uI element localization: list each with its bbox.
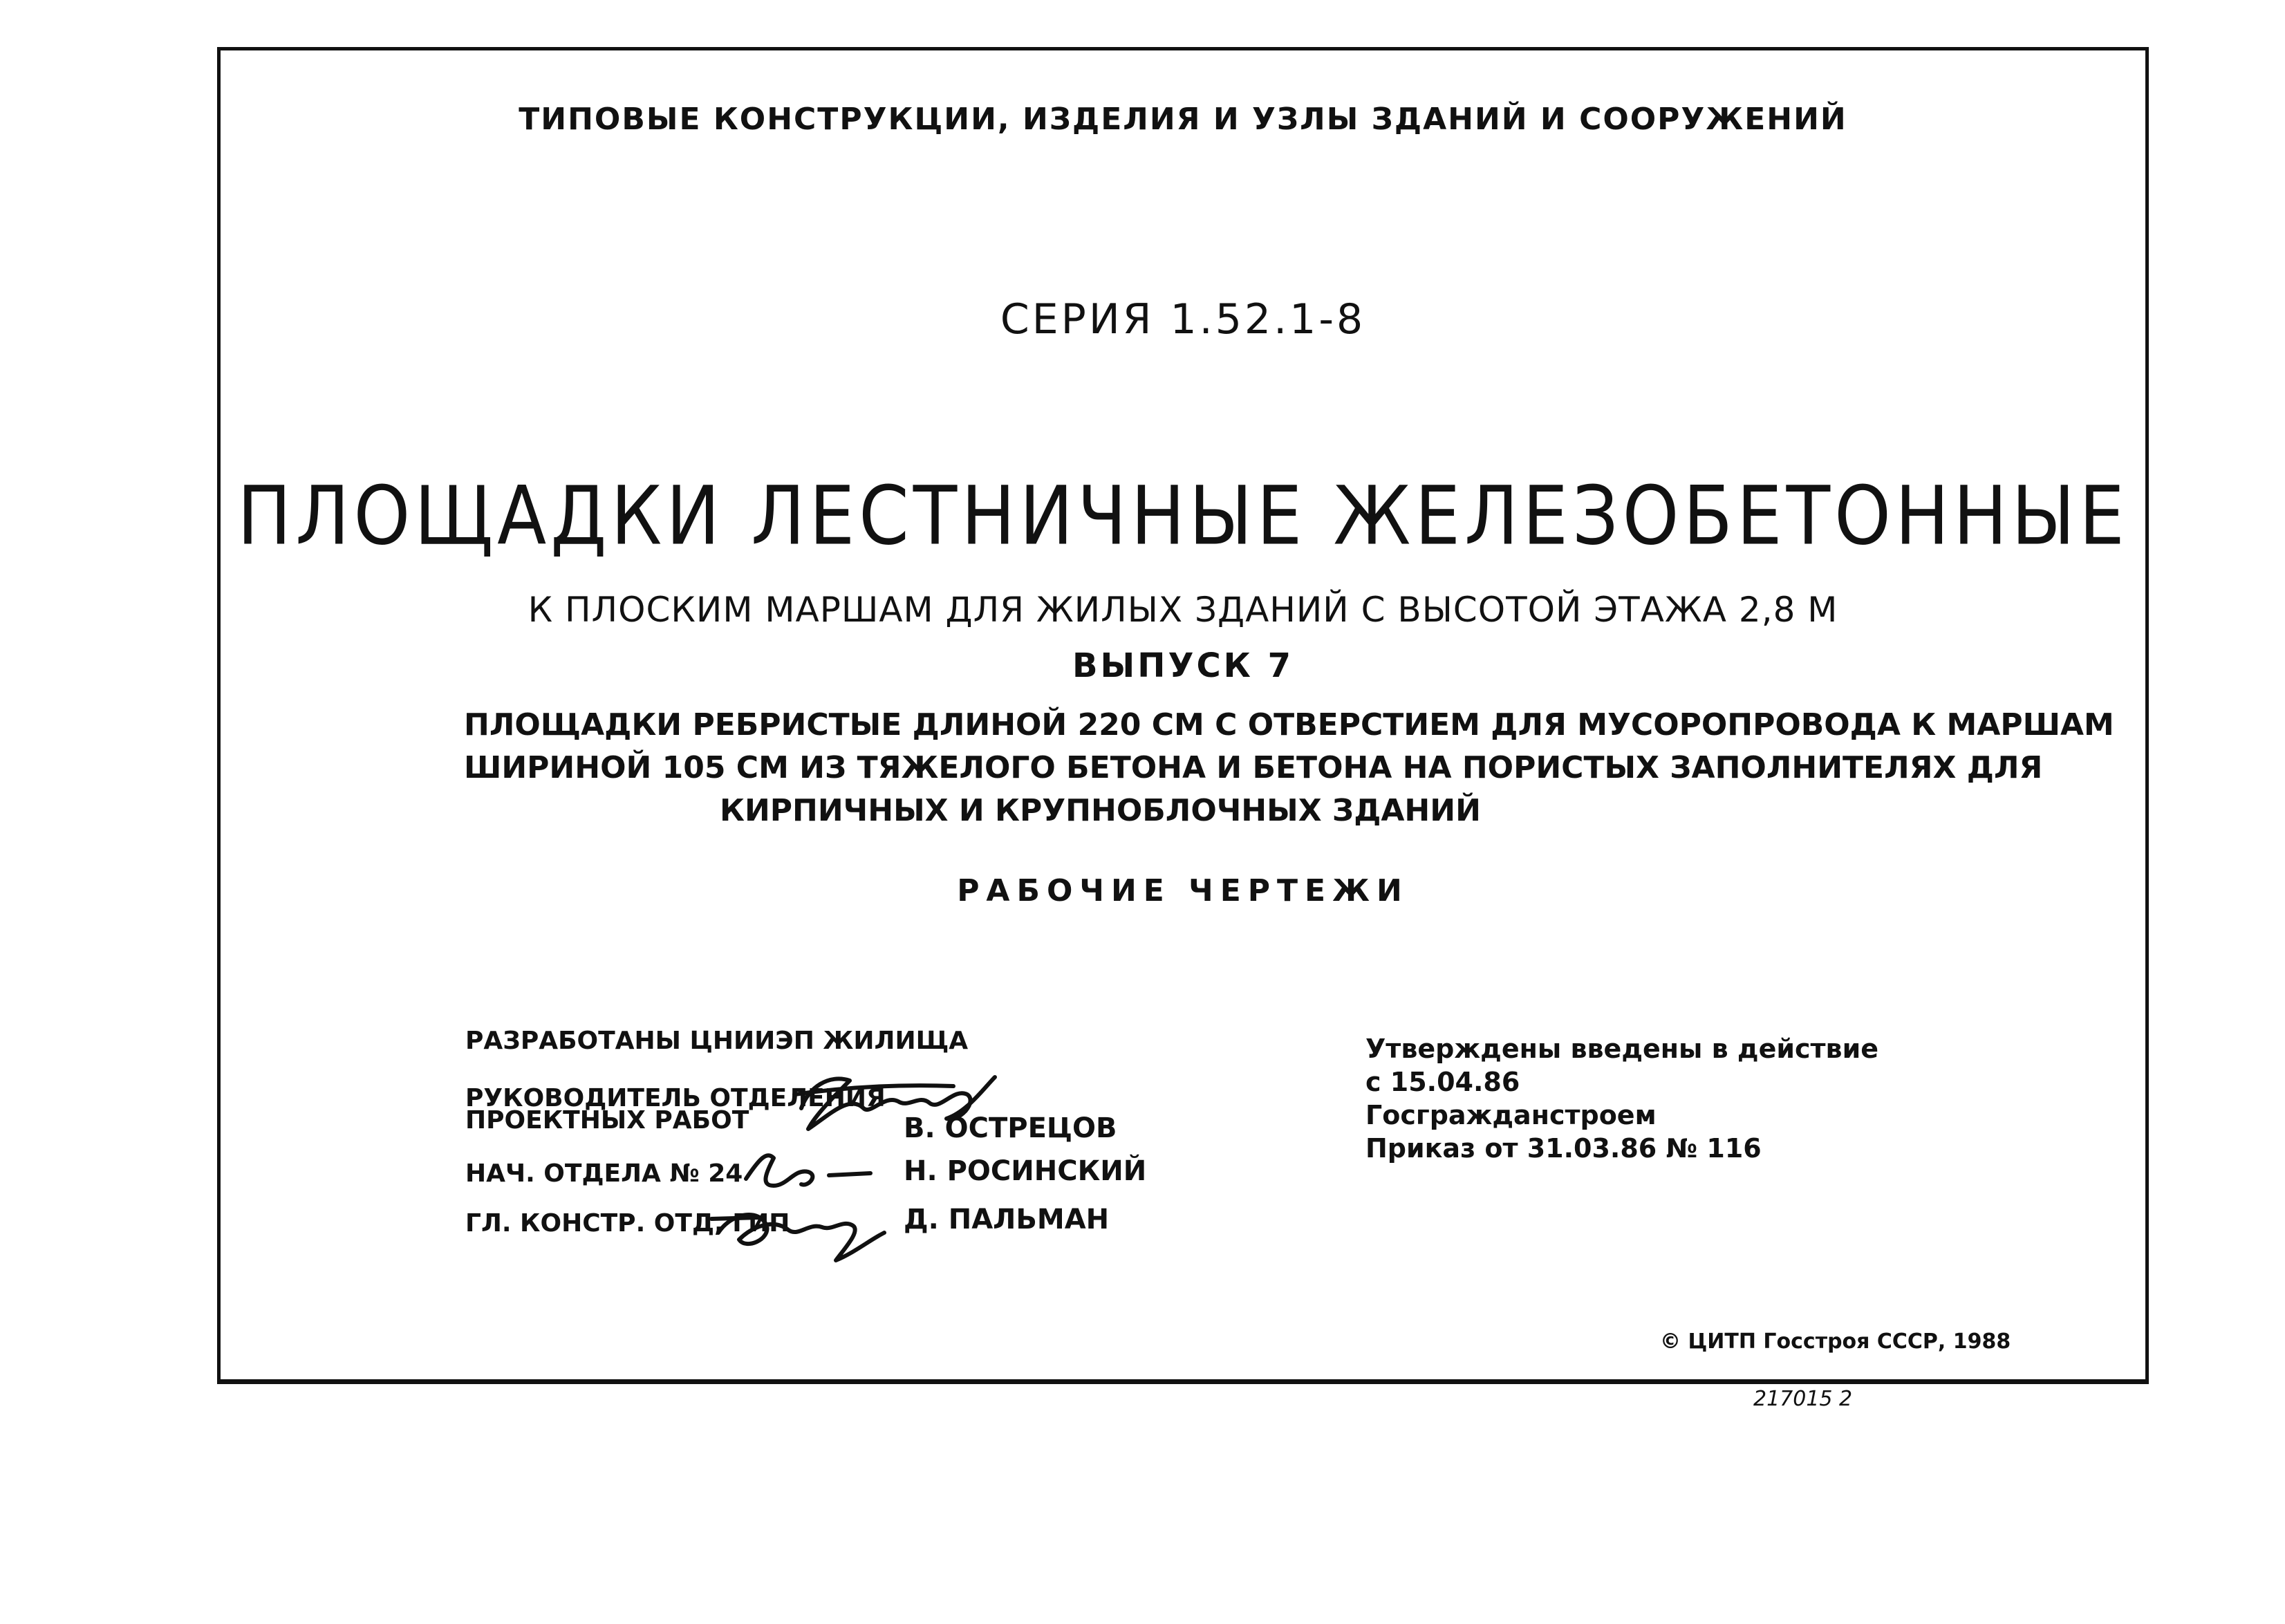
description-line-1: ПЛОЩАДКИ РЕБРИСТЫЕ ДЛИНОЙ 220 СМ С ОТВЕРСТИЕМ ДЛЯ МУСОРОПРОВОДА К МАРШАМ xyxy=(464,707,2114,743)
document-subtitle: К ПЛОСКИМ МАРШАМ ДЛЯ ЖИЛЫХ ЗДАНИЙ С ВЫСОТОЙ ЭТАЖА 2,8 М xyxy=(528,590,1838,630)
staff-role-2: НАЧ. ОТДЕЛА № 24 xyxy=(465,1159,743,1188)
staff-role-1-line-1: РУКОВОДИТЕЛЬ ОТДЕЛЕНИЯ xyxy=(465,1084,886,1112)
document-type: РАБОЧИЕ ЧЕРТЕЖИ xyxy=(957,873,1409,908)
staff-role-1-line-2: ПРОЕКТНЫХ РАБОТ xyxy=(465,1106,749,1135)
series-number: СЕРИЯ 1.52.1-8 xyxy=(1000,295,1366,344)
approval-order: Приказ от 31.03.86 № 116 xyxy=(1365,1133,1762,1164)
description-line-3: КИРПИЧНЫХ И КРУПНОБЛОЧНЫХ ЗДАНИЙ xyxy=(720,793,1481,828)
approval-line-1: Утверждены введены в действие xyxy=(1365,1034,1879,1064)
signature-otrecov xyxy=(787,1046,1009,1143)
approval-block xyxy=(1365,1032,1878,1165)
staff-name-2: Н. РОСИНСКИЙ xyxy=(904,1155,1147,1187)
approval-date: с 15.04.86 xyxy=(1365,1067,1520,1097)
developed-by: РАЗРАБОТАНЫ ЦНИИЭП ЖИЛИЩА xyxy=(465,1027,969,1055)
description-line-2: ШИРИНОЙ 105 СМ ИЗ ТЯЖЕЛОГО БЕТОНА И БЕТОНА НА ПОРИСТЫХ ЗАПОЛНИТЕЛЯХ ДЛЯ xyxy=(464,750,2043,785)
drawing-frame xyxy=(217,47,2149,1384)
signature-palman xyxy=(705,1184,898,1274)
staff-name-1: В. ОСТРЕЦОВ xyxy=(904,1112,1117,1144)
series-header: ТИПОВЫЕ КОНСТРУКЦИИ, ИЗДЕЛИЯ И УЗЛЫ ЗДАНИЙ И СООРУЖЕНИЙ xyxy=(519,102,1847,137)
copyright: © ЦИТП Госстроя СССР, 1988 xyxy=(1660,1329,2011,1354)
document-title: ПЛОЩАДКИ ЛЕСТНИЧНЫЕ ЖЕЛЕЗОБЕТОННЫЕ xyxy=(237,468,2129,563)
staff-name-3: Д. ПАЛЬМАН xyxy=(904,1204,1110,1235)
approval-authority: Госгражданстроем xyxy=(1365,1100,1657,1130)
issue-number: ВЫПУСК 7 xyxy=(1072,646,1294,685)
inventory-stamp: 217015 2 xyxy=(1753,1387,1853,1411)
staff-role-3: ГЛ. КОНСТР. ОТД, ГИП xyxy=(465,1209,790,1238)
